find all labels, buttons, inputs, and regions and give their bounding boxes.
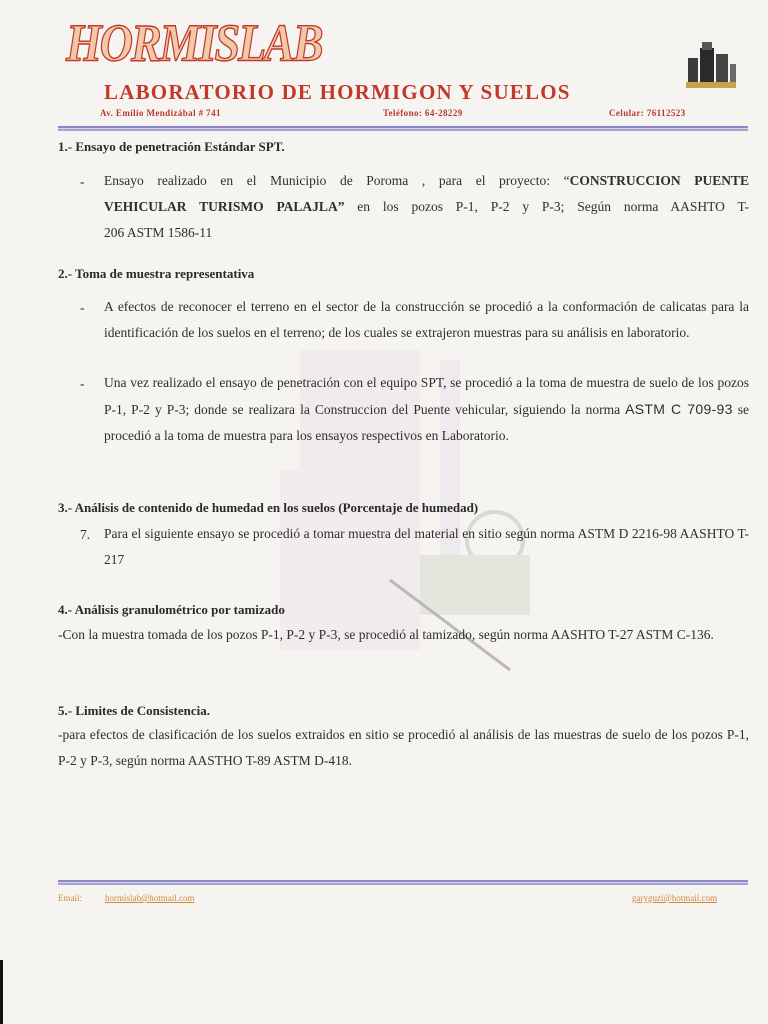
s1-project-name-part1: CONSTRUCCION PUENTE	[569, 173, 749, 188]
s1-project-name-part2: VEHICULAR TURISMO PALAJLA”	[104, 199, 345, 214]
section-4-heading: 4.- Análisis granulométrico por tamizado	[58, 602, 285, 617]
s2-b2-norm: ASTM C 709-93	[625, 401, 733, 417]
list-item-number: 7.	[80, 527, 91, 542]
s2-b2-text-pre: Una vez realizado el ensayo de penetración con el equipo SPT, se procedió a la toma de muestra de suelo de los pozos P-1, P-2 y P-3; donde se realizara la Construccion del Puente vehicular, siguiendo la norma	[104, 375, 749, 417]
s1-line1-text: Ensayo realizado en el Municipio de Poroma , para el proyecto: “	[104, 173, 570, 188]
section-3-heading: 3.- Análisis de contenido de humedad en los suelos (Porcentaje de humedad)	[58, 500, 479, 515]
lab-equipment-icon	[684, 38, 738, 90]
scan-edge-shadow	[0, 960, 3, 1024]
section-2-bullet-1: A efectos de reconocer el terreno en el sector de la construcción se procedió a la conformación de calicatas para la identificación de los suelos en el terreno; de los cuales se extrajeron muestras para su análisis en laboratorio.	[104, 299, 749, 340]
section-2-heading: 2.- Toma de muestra representativa	[58, 266, 255, 281]
footer-divider	[58, 880, 748, 885]
section-1-paragraph	[104, 168, 749, 246]
email-link-garyguzi[interactable]: garyguzi@hotmail.com	[632, 893, 718, 903]
hormislab-logo: HORMISLAB	[66, 13, 322, 72]
section-5-heading: 5.- Limites de Consistencia.	[58, 703, 211, 718]
bullet-marker: -	[80, 376, 85, 391]
bullet-marker: -	[80, 174, 85, 189]
bullet-marker: -	[80, 300, 85, 315]
email-link-hormislab[interactable]: hormislab@hotmail.com	[105, 893, 195, 903]
s2-b2-text-post: se procedió a la toma de muestra para los ensayos respectivos en Laboratorio.	[104, 402, 749, 443]
lab-mobile: Celular: 76112523	[609, 108, 686, 118]
header-divider	[58, 126, 748, 131]
lab-phone: Teléfono: 64-28229	[383, 108, 463, 118]
lab-name-heading: LABORATORIO DE HORMIGON Y SUELOS	[104, 80, 571, 104]
section-1-heading: 1.- Ensayo de penetración Estándar SPT.	[58, 139, 285, 154]
section-3-paragraph: Para el siguiente ensayo se procedió a tomar muestra del material en sitio según norma ASTM D 2216-98 AASHTO T-217	[104, 526, 749, 567]
lab-address: Av. Emilio Mendizábal # 741	[100, 108, 221, 118]
section-4-paragraph: -Con la muestra tomada de los pozos P-1, P-2 y P-3, se procedió al tamizado, según norma AASHTO T-27 ASTM C-136.	[58, 627, 714, 642]
s1-line3-text: 206 ASTM 1586-11	[104, 225, 213, 240]
s1-line2-text: en los pozos P-1, P-2 y P-3; Según norma AASHTO T-	[344, 199, 750, 214]
email-label: Email:	[58, 893, 82, 903]
section-5-paragraph: -para efectos de clasificación de los suelos extraidos en sitio se procedió al análisis de las muestras de suelo de los pozos P-1, P-2 y P-3, según norma AASTHO T-89 ASTM D-418.	[58, 727, 749, 768]
section-2-bullet-2	[104, 370, 749, 449]
